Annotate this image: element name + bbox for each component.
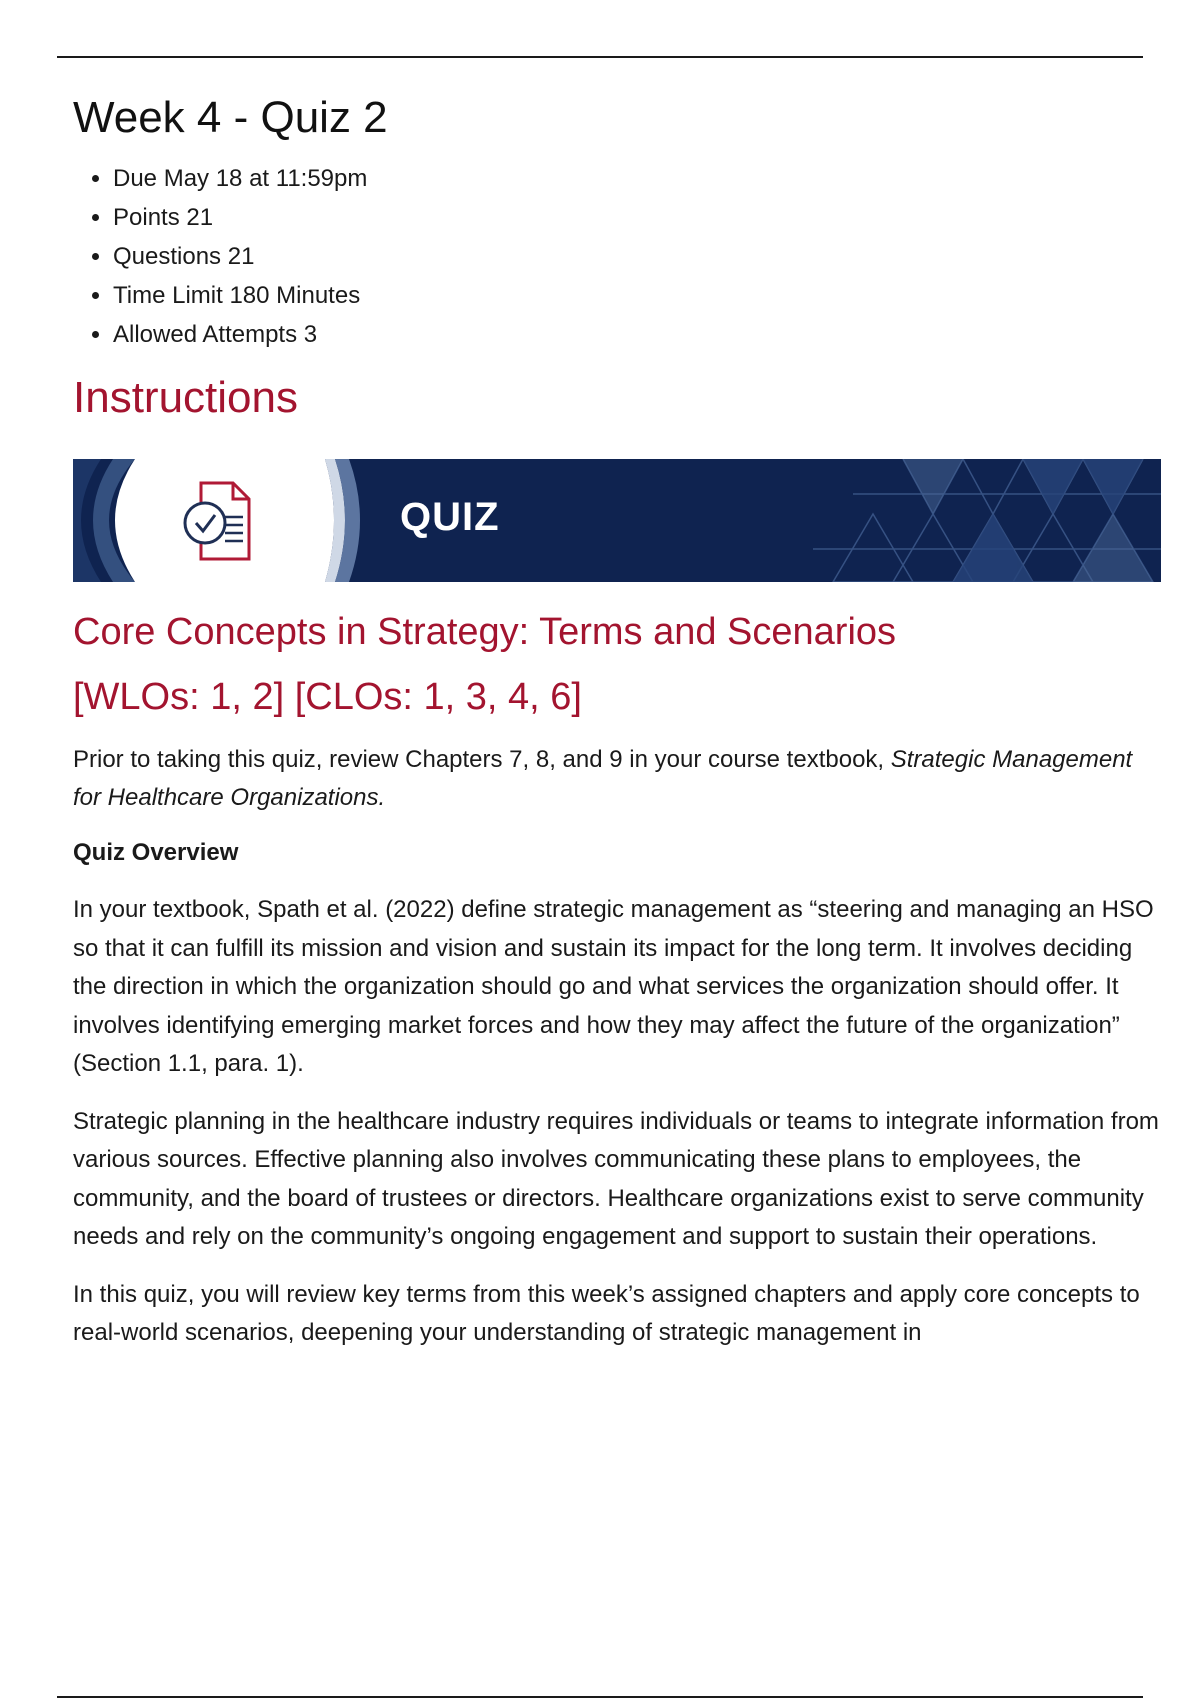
- banner-label: QUIZ: [400, 494, 500, 539]
- due-date: • Due May 18 at 11:59pm: [113, 159, 1163, 198]
- quiz-content: [73, 92, 1163, 1353]
- textbook-title: Strategic Management for Healthcare Organizations.: [73, 745, 1133, 812]
- quiz-subtitle: Core Concepts in Strategy: Terms and Scenarios: [73, 610, 897, 653]
- learning-outcomes: [WLOs: 1, 2] [CLOs: 1, 3, 4, 6]: [73, 676, 582, 719]
- allowed-attempts: • Allowed Attempts 3: [113, 315, 1163, 354]
- top-divider: [57, 56, 1143, 58]
- overview-paragraph-3: In this quiz, you will review key terms from this week’s assigned chapters and apply core concepts to real-world scenarios, deepening your understanding of strategic management in: [73, 1280, 1140, 1347]
- review-paragraph: [73, 741, 1163, 818]
- questions-count: • Questions 21: [113, 237, 1163, 276]
- quiz-details-list: [73, 159, 1163, 354]
- overview-heading: Quiz Overview: [73, 838, 239, 866]
- quiz-banner: [73, 459, 1161, 582]
- instructions-heading: Instructions: [73, 372, 298, 422]
- review-text: Prior to taking this quiz, review Chapters 7, 8, and 9 in your course textbook,: [73, 745, 891, 773]
- quiz-title: Week 4 - Quiz 2: [73, 93, 388, 142]
- overview-paragraph-1: In your textbook, Spath et al. (2022) define strategic management as “steering and managing an HSO so that it can fulfill its mission and vision and sustain its impact for the long term. It involves deciding the direction in which the organization should go and what services the organization should offer. It involves identifying emerging market forces and how they may affect the future of the organization” (Section 1.1, para. 1).: [73, 896, 1154, 1078]
- bottom-divider: [57, 1696, 1143, 1698]
- time-limit: • Time Limit 180 Minutes: [113, 276, 1163, 315]
- overview-paragraph-2: Strategic planning in the healthcare industry requires individuals or teams to integrate information from various sources. Effective planning also involves communicating these plans to employees, the community, and the board of trustees or directors. Healthcare organizations exist to serve community needs and rely on the community’s ongoing engagement and support to sustain their operations.: [73, 1107, 1159, 1251]
- points: • Points 21: [113, 198, 1163, 237]
